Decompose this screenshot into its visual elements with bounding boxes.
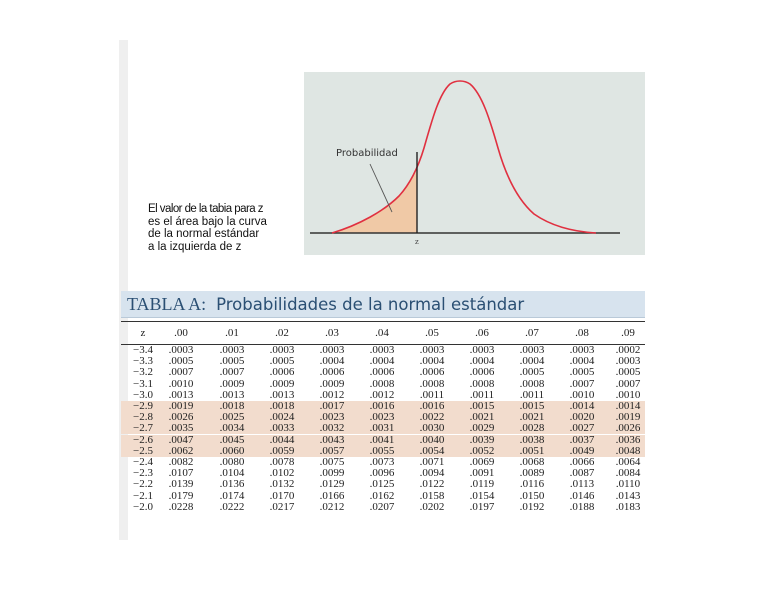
table-cell: .0023: [369, 411, 395, 424]
header-col-01: .01: [225, 327, 239, 339]
table-cell: .0048: [615, 444, 641, 457]
header-col-04: .04: [375, 327, 389, 339]
table-cell: .0032: [319, 422, 345, 435]
table-cell: .0104: [219, 467, 245, 480]
table-row: [121, 367, 645, 378]
normal-curve-figure: [304, 72, 645, 255]
figure-caption: [148, 203, 318, 253]
table-cell: .0041: [369, 433, 395, 446]
table-cell: .0006: [369, 366, 395, 379]
table-cell: .0006: [269, 366, 295, 379]
table-cell: .0011: [419, 388, 445, 401]
table-cell: .0010: [569, 388, 595, 401]
table-cell: .0008: [369, 377, 395, 390]
table-cell: .0007: [569, 377, 595, 390]
table-cell: .0060: [219, 444, 245, 457]
table-cell: .0139: [168, 478, 194, 491]
table-cell: .0068: [519, 456, 545, 468]
table-cell: .0039: [469, 433, 495, 446]
row-z-value: −3.2: [133, 366, 153, 379]
table-cell: .0082: [168, 456, 194, 468]
table-row: [121, 502, 645, 513]
table-cell: .0054: [419, 444, 445, 457]
table-cell: .0003: [419, 345, 445, 356]
table-cell: .0009: [219, 377, 245, 390]
table-cell: .0013: [168, 388, 194, 401]
probability-label: Probabilidad: [336, 148, 398, 159]
table-cell: .0045: [219, 433, 245, 446]
table-cell: .0033: [269, 422, 295, 435]
table-cell: .0107: [168, 467, 194, 480]
table-cell: .0005: [569, 366, 595, 379]
header-col-06: .06: [475, 327, 489, 339]
z-axis-label: z: [415, 238, 419, 246]
row-z-value: −2.0: [133, 500, 153, 513]
table-cell: .0008: [419, 377, 445, 390]
table-cell: .0026: [615, 422, 641, 435]
table-cell: .0087: [569, 467, 595, 480]
table-cell: .0005: [168, 355, 194, 368]
table-cell: .0146: [569, 489, 595, 502]
table-cell: .0030: [419, 422, 445, 435]
table-cell: .0004: [519, 355, 545, 368]
table-cell: .0004: [319, 355, 345, 368]
table-cell: .0019: [168, 400, 194, 412]
table-title-bar: [121, 291, 645, 318]
probability-shaded-area: [334, 170, 417, 233]
table-cell: .0071: [419, 456, 445, 468]
table-cell: .0066: [569, 456, 595, 468]
table-cell: .0003: [569, 345, 595, 356]
table-cell: .0207: [369, 500, 395, 513]
table-cell: .0012: [319, 388, 345, 401]
table-header-row: [121, 321, 645, 345]
table-cell: .0110: [615, 478, 641, 491]
table-cell: .0009: [319, 377, 345, 390]
table-cell: .0035: [168, 422, 194, 435]
table-cell: .0023: [319, 411, 345, 424]
table-cell: .0052: [469, 444, 495, 457]
table-cell: .0017: [319, 400, 345, 412]
table-cell: .0029: [469, 422, 495, 435]
table-cell: .0003: [269, 345, 295, 356]
table-cell: .0027: [569, 422, 595, 435]
table-cell: .0003: [168, 345, 194, 356]
table-cell: .0031: [369, 422, 395, 435]
table-cell: .0011: [519, 388, 545, 401]
row-z-value: −2.6: [133, 433, 153, 446]
table-cell: .0007: [615, 377, 641, 390]
table-cell: .0022: [419, 411, 445, 424]
table-cell: .0125: [369, 478, 395, 491]
row-z-value: −3.0: [133, 388, 153, 401]
table-cell: .0011: [469, 388, 495, 401]
table-row: [121, 423, 645, 434]
row-z-value: −2.4: [133, 456, 153, 468]
table-cell: .0009: [269, 377, 295, 390]
row-z-value: −3.3: [133, 355, 153, 368]
table-cell: .0005: [219, 355, 245, 368]
table-cell: .0016: [419, 400, 445, 412]
table-body: [121, 345, 645, 537]
table-cell: .0012: [369, 388, 395, 401]
table-cell: .0013: [269, 388, 295, 401]
table-cell: .0015: [519, 400, 545, 412]
caption-line-3: de la normal estándar: [148, 228, 260, 240]
table-cell: .0102: [269, 467, 295, 480]
table-cell: .0016: [369, 400, 395, 412]
table-cell: .0010: [168, 377, 194, 390]
table-cell: .0132: [269, 478, 295, 491]
table-cell: .0028: [519, 422, 545, 435]
row-z-value: −2.8: [133, 411, 153, 424]
table-cell: .0062: [168, 444, 194, 457]
table-cell: .0006: [419, 366, 445, 379]
table-cell: .0024: [269, 411, 295, 424]
row-z-value: −2.9: [133, 400, 153, 412]
table-code: TABLA A:: [127, 294, 207, 314]
table-cell: .0150: [519, 489, 545, 502]
table-cell: .0021: [469, 411, 495, 424]
table-cell: .0040: [419, 433, 445, 446]
table-cell: .0096: [369, 467, 395, 480]
caption-line-2: es el área bajo la curva: [148, 215, 267, 228]
table-cell: .0099: [319, 467, 345, 480]
row-z-value: −2.1: [133, 489, 153, 502]
table-cell: .0166: [319, 489, 345, 502]
table-cell: .0004: [469, 355, 495, 368]
table-cell: .0217: [269, 500, 295, 513]
table-cell: .0008: [519, 377, 545, 390]
table-cell: .0003: [519, 345, 545, 356]
table-cell: .0192: [519, 500, 545, 513]
table-cell: .0003: [615, 355, 641, 368]
table-cell: .0036: [615, 433, 641, 446]
header-col-02: .02: [275, 327, 289, 339]
table-cell: .0162: [369, 489, 395, 502]
table-cell: .0018: [219, 400, 245, 412]
table-cell: .0057: [319, 444, 345, 457]
table-cell: .0043: [319, 433, 345, 446]
table-row: [121, 435, 645, 446]
table-cell: .0183: [615, 500, 641, 513]
table-cell: .0006: [319, 366, 345, 379]
row-z-value: −2.5: [133, 444, 153, 457]
table-cell: .0004: [369, 355, 395, 368]
table-cell: .0007: [168, 366, 194, 379]
table-cell: .0021: [519, 411, 545, 424]
table-cell: .0228: [168, 500, 194, 513]
table-cell: .0158: [419, 489, 445, 502]
table-cell: .0073: [369, 456, 395, 468]
table-cell: .0005: [519, 366, 545, 379]
table-cell: .0025: [219, 411, 245, 424]
table-cell: .0013: [219, 388, 245, 401]
table-cell: .0179: [168, 489, 194, 502]
table-cell: .0091: [469, 467, 495, 480]
row-z-value: −2.3: [133, 467, 153, 480]
table-cell: .0143: [615, 489, 641, 502]
table-cell: .0038: [519, 433, 545, 446]
table-cell: .0154: [469, 489, 495, 502]
table-cell: .0004: [569, 355, 595, 368]
table-cell: .0014: [615, 400, 641, 412]
caption-line-4: a la izquierda de z: [148, 240, 242, 253]
table-cell: .0089: [519, 467, 545, 480]
table-cell: .0047: [168, 433, 194, 446]
table-cell: .0174: [219, 489, 245, 502]
table-cell: .0026: [168, 411, 194, 424]
table-cell: .0006: [469, 366, 495, 379]
table-cell: .0136: [219, 478, 245, 491]
header-col-05: .05: [425, 327, 439, 339]
table-cell: .0003: [219, 345, 245, 356]
table-cell: .0202: [419, 500, 445, 513]
table-cell: .0044: [269, 433, 295, 446]
table-cell: .0170: [269, 489, 295, 502]
table-cell: .0212: [319, 500, 345, 513]
table-cell: .0018: [269, 400, 295, 412]
row-z-value: −3.1: [133, 377, 153, 390]
table-cell: .0037: [569, 433, 595, 446]
header-col-09: .09: [621, 327, 635, 339]
table-row: [121, 491, 645, 502]
table-cell: .0113: [569, 478, 595, 491]
table-cell: .0003: [319, 345, 345, 356]
header-col-00: .00: [174, 327, 188, 339]
header-col-08: .08: [575, 327, 589, 339]
table-cell: .0059: [269, 444, 295, 457]
table-cell: .0129: [319, 478, 345, 491]
table-cell: .0188: [569, 500, 595, 513]
normal-curve-svg: [304, 72, 645, 255]
row-z-value: −2.7: [133, 422, 153, 435]
probability-pointer: [370, 164, 392, 212]
table-cell: .0015: [469, 400, 495, 412]
header-z: z: [140, 327, 146, 339]
table-row: [121, 379, 645, 390]
table-cell: .0010: [615, 388, 641, 401]
table-cell: .0049: [569, 444, 595, 457]
table-cell: .0003: [469, 345, 495, 356]
table-cell: .0080: [219, 456, 245, 468]
table-cell: .0064: [615, 456, 641, 468]
table-cell: .0019: [615, 411, 641, 424]
table-cell: .0119: [469, 478, 495, 491]
table-cell: .0116: [519, 478, 545, 491]
table-cell: .0007: [219, 366, 245, 379]
table-cell: .0069: [469, 456, 495, 468]
table-cell: .0094: [419, 467, 445, 480]
table-cell: .0014: [569, 400, 595, 412]
caption-line-1: El valor de la tabia para z: [148, 203, 263, 215]
row-z-value: −3.4: [133, 345, 153, 356]
table-cell: .0020: [569, 411, 595, 424]
table-title: Probabilidades de la normal estándar: [216, 295, 525, 314]
table-cell: .0003: [369, 345, 395, 356]
table-cell: .0197: [469, 500, 495, 513]
table-cell: .0078: [269, 456, 295, 468]
table-cell: .0122: [419, 478, 445, 491]
table-cell: .0222: [219, 500, 245, 513]
table-cell: .0075: [319, 456, 345, 468]
table-cell: .0004: [419, 355, 445, 368]
table-cell: .0008: [469, 377, 495, 390]
table-cell: .0084: [615, 467, 641, 480]
table-cell: .0002: [615, 345, 641, 356]
header-col-07: .07: [525, 327, 539, 339]
row-z-value: −2.2: [133, 478, 153, 491]
table-cell: .0055: [369, 444, 395, 457]
header-col-03: .03: [325, 327, 339, 339]
table-cell: .0051: [519, 444, 545, 457]
table-cell: .0034: [219, 422, 245, 435]
table-row: [121, 479, 645, 490]
table-cell: .0005: [269, 355, 295, 368]
table-cell: .0005: [615, 366, 641, 379]
